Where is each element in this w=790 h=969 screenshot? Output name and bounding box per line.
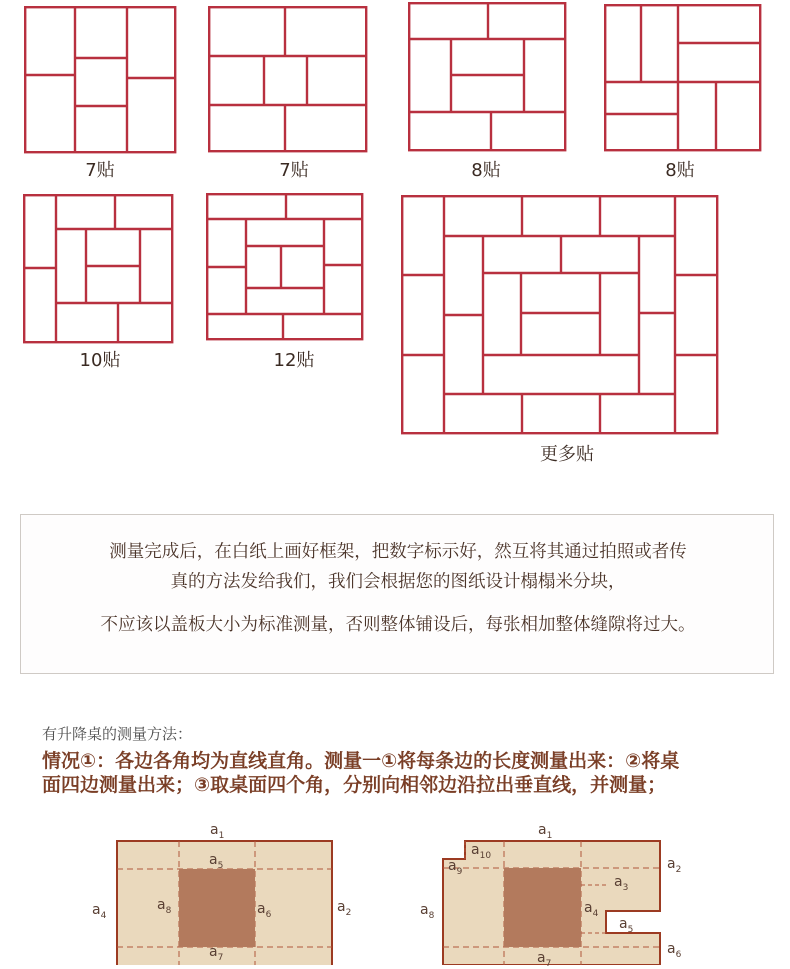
note-line-3: 不应该以盖板大小为标准测量，否则整体铺设后，每张相加整体缝隙将过大。	[100, 615, 696, 635]
tile-caption: 7贴	[279, 160, 309, 181]
case-description-line-1: 情况①：各边各角均为直线直角。测量一①将每条边的长度测量出来：②将桌	[42, 750, 680, 772]
label-a8: $a_8$	[157, 897, 172, 916]
tile-layout-7-b	[208, 6, 368, 154]
label-a2: $a_2$	[667, 856, 682, 875]
label-a8: $a_8$	[420, 902, 435, 921]
tile-caption: 更多贴	[540, 444, 594, 465]
note-line-2: 真的方法发给我们，我们会根据您的图纸设计榻榻米分块，	[170, 572, 626, 592]
label-a7: $a_7$	[537, 950, 552, 969]
tile-layout-12	[206, 193, 364, 341]
tile-caption: 10贴	[79, 350, 121, 371]
label-a6: $a_6$	[667, 941, 682, 960]
label-a7: $a_7$	[209, 944, 224, 963]
label-a6: $a_6$	[257, 901, 272, 920]
label-a1: $a_1$	[538, 822, 553, 841]
label-a1: $a_1$	[210, 822, 225, 841]
label-a4: $a_4$	[92, 902, 107, 921]
case-description-line-2: 面四边测量出来；③取桌面四个角，分别向相邻边沿拉出垂直线，并测量；	[42, 774, 667, 796]
tile-layout-7-a	[24, 6, 177, 154]
method-title: 有升降桌的测量方法：	[42, 725, 193, 743]
tile-layout-10	[23, 194, 174, 344]
note-line-1: 测量完成后，在白纸上画好框架，把数字标示好，然互将其通过拍照或者传	[109, 542, 687, 562]
label-a5: $a_5$	[209, 852, 224, 871]
tile-caption: 7贴	[85, 160, 115, 181]
table-diagram-rectangular	[110, 835, 340, 965]
tile-layout-8-a	[408, 2, 567, 152]
tile-caption: 8贴	[471, 160, 501, 181]
tile-layout-more	[401, 195, 719, 435]
label-a10: $a_{10}$	[471, 842, 492, 861]
tile-layout-8-b	[604, 4, 762, 152]
tile-caption: 8贴	[665, 160, 695, 181]
instruction-note-box	[20, 514, 774, 674]
label-a4: $a_4$	[584, 900, 599, 919]
label-a5: $a_5$	[619, 916, 634, 935]
label-a9: $a_9$	[448, 858, 463, 877]
tile-caption: 12贴	[273, 350, 315, 371]
label-a2: $a_2$	[337, 899, 352, 918]
label-a3: $a_3$	[614, 874, 629, 893]
